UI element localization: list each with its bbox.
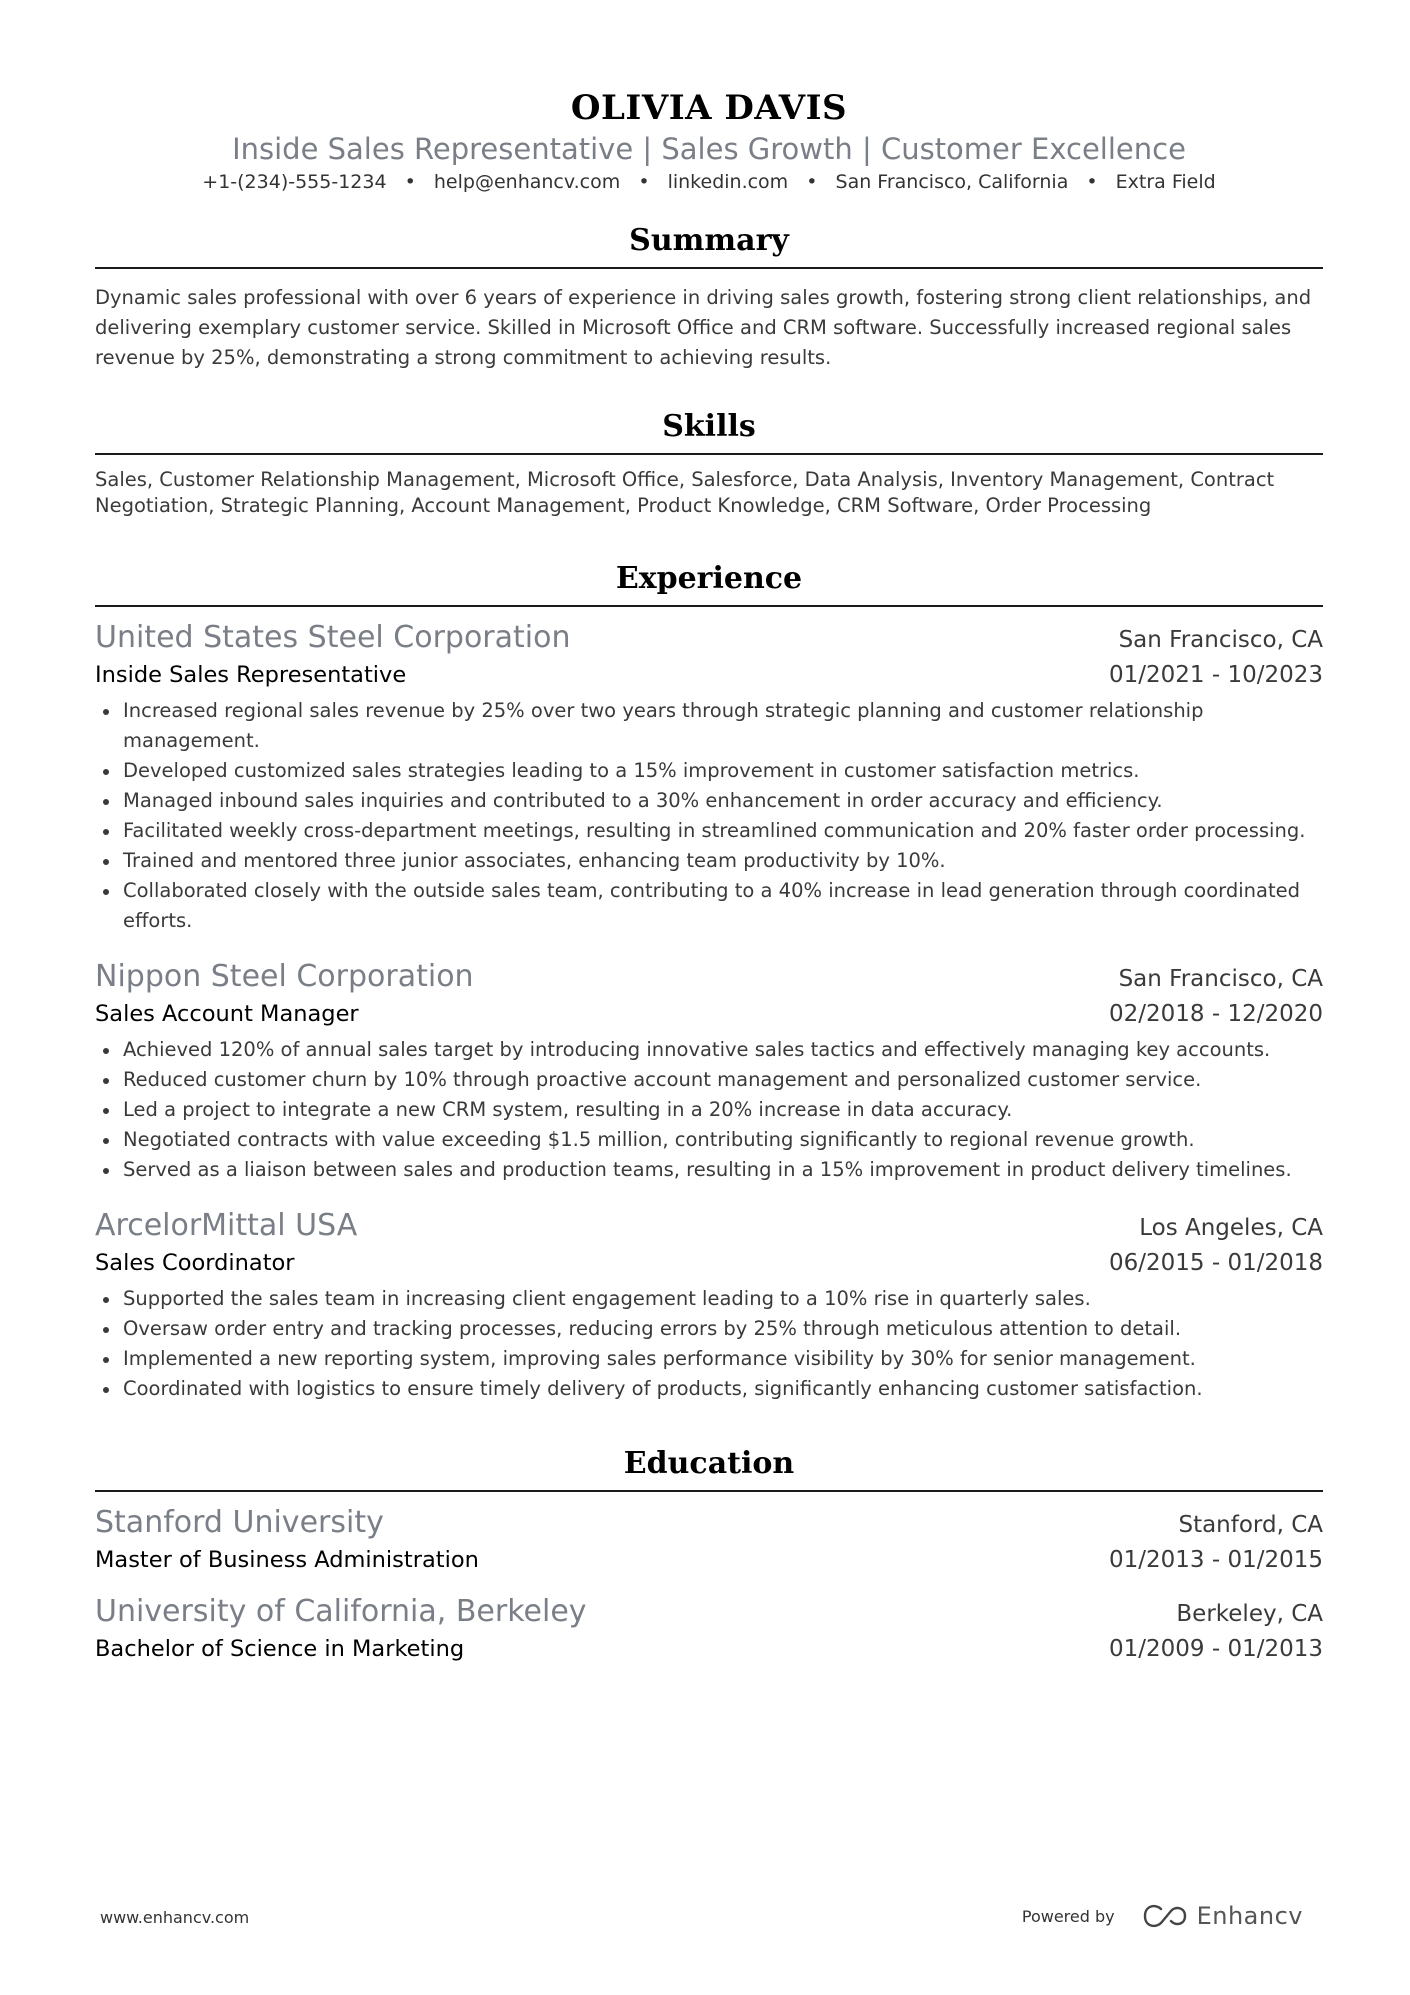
achievement-item: Supported the sales team in increasing client engagement leading to a 10% rise in quarterly sales. xyxy=(95,1284,1323,1314)
education-title: Education xyxy=(95,1444,1323,1492)
achievement-list xyxy=(95,696,1323,936)
experience-entry xyxy=(95,958,1323,1185)
achievement-item: Oversaw order entry and tracking processes, reducing errors by 25% through meticulous attention to detail. xyxy=(95,1314,1323,1344)
degree-name: Bachelor of Science in Marketing xyxy=(95,1636,465,1662)
experience-title: Experience xyxy=(95,559,1323,607)
education-entry xyxy=(95,1504,1323,1577)
achievement-item: Increased regional sales revenue by 25% over two years through strategic planning and customer relationship management. xyxy=(95,696,1323,756)
company-name: United States Steel Corporation xyxy=(95,620,571,655)
education-dates: 01/2009 - 01/2013 xyxy=(1108,1636,1323,1662)
achievement-item: Developed customized sales strategies leading to a 15% improvement in customer satisfaction metrics. xyxy=(95,756,1323,786)
job-dates: 02/2018 - 12/2020 xyxy=(1108,1001,1323,1027)
job-dates: 06/2015 - 01/2018 xyxy=(1108,1250,1323,1276)
candidate-name: OLIVIA DAVIS xyxy=(570,88,848,128)
achievement-item: Collaborated closely with the outside sales team, contributing to a 40% increase in lead generation through coordinated efforts. xyxy=(95,876,1323,936)
achievement-item: Negotiated contracts with value exceeding $1.5 million, contributing significantly to regional revenue growth. xyxy=(95,1125,1323,1155)
achievement-list xyxy=(95,1284,1323,1404)
school-name: University of California, Berkeley xyxy=(95,1594,587,1629)
school-location: Berkeley, CA xyxy=(1176,1601,1323,1627)
bullet-separator: • xyxy=(404,171,416,193)
contact-location: San Francisco, California xyxy=(835,171,1069,193)
resume-page xyxy=(95,88,1323,1666)
skills-text: Sales, Customer Relationship Management, Microsoft Office, Salesforce, Data Analysis, Inventory Management, Contract Negotiation, Strategic Planning, Account Management, Product Knowledge, CRM Software, Order Processing xyxy=(95,468,1275,517)
job-location: Los Angeles, CA xyxy=(1139,1215,1323,1241)
achievement-item: Trained and mentored three junior associates, enhancing team productivity by 10%. xyxy=(95,846,1323,876)
education-dates: 01/2013 - 01/2015 xyxy=(1108,1547,1323,1573)
company-name: ArcelorMittal USA xyxy=(95,1208,358,1243)
school-location: Stanford, CA xyxy=(1178,1512,1323,1538)
achievement-item: Served as a liaison between sales and production teams, resulting in a 15% improvement in product delivery timelines. xyxy=(95,1155,1323,1185)
achievement-item: Reduced customer churn by 10% through proactive account management and personalized customer service. xyxy=(95,1065,1323,1095)
resume-header xyxy=(95,88,1323,196)
contact-line xyxy=(95,168,1323,196)
experience-entry xyxy=(95,619,1323,936)
degree-name: Master of Business Administration xyxy=(95,1547,479,1573)
job-location: San Francisco, CA xyxy=(1118,966,1323,992)
experience-entry xyxy=(95,1207,1323,1404)
enhancv-logo-icon xyxy=(1141,1903,1189,1929)
experience-section xyxy=(95,559,1323,1404)
achievement-item: Achieved 120% of annual sales target by introducing innovative sales tactics and effectively managing key accounts. xyxy=(95,1035,1323,1065)
education-section xyxy=(95,1444,1323,1666)
achievement-item: Implemented a new reporting system, improving sales performance visibility by 30% for senior management. xyxy=(95,1344,1323,1374)
job-title: Inside Sales Representative xyxy=(95,662,407,688)
skills-section xyxy=(95,407,1323,519)
achievement-list xyxy=(95,1035,1323,1185)
bullet-separator: • xyxy=(1086,171,1098,193)
skills-title: Skills xyxy=(95,407,1323,455)
job-title: Sales Coordinator xyxy=(95,1250,295,1276)
job-dates: 01/2021 - 10/2023 xyxy=(1108,662,1323,688)
candidate-headline: Inside Sales Representative | Sales Growth | Customer Excellence xyxy=(232,132,1186,166)
contact-email: help@enhancv.com xyxy=(433,171,621,193)
website-link[interactable]: www.enhancv.com xyxy=(100,1908,250,1927)
powered-by-badge[interactable] xyxy=(1022,1896,1303,1936)
school-name: Stanford University xyxy=(95,1505,384,1540)
achievement-item: Led a project to integrate a new CRM system, resulting in a 20% increase in data accuracy. xyxy=(95,1095,1323,1125)
education-entry xyxy=(95,1593,1323,1666)
summary-text: Dynamic sales professional with over 6 years of experience in driving sales growth, fostering strong client relationships, and delivering exemplary customer service. Skilled in Microsoft Office and CRM software. Successfully increased regional sales revenue by 25%, demonstrating a strong commitment to achieving results. xyxy=(95,286,1312,369)
achievement-item: Coordinated with logistics to ensure timely delivery of products, significantly enhancing customer satisfaction. xyxy=(95,1374,1323,1404)
summary-title: Summary xyxy=(95,221,1323,269)
contact-phone: +1-(234)-555-1234 xyxy=(202,171,387,193)
powered-by-label: Powered by xyxy=(1021,1906,1115,1926)
summary-section xyxy=(95,221,1323,373)
bullet-separator: • xyxy=(638,171,650,193)
achievement-item: Facilitated weekly cross-department meetings, resulting in streamlined communication and 20% faster order processing. xyxy=(95,816,1323,846)
company-name: Nippon Steel Corporation xyxy=(95,959,474,994)
contact-extra-field: Extra Field xyxy=(1115,171,1216,193)
job-title: Sales Account Manager xyxy=(95,1001,359,1027)
achievement-item: Managed inbound sales inquiries and contributed to a 30% enhancement in order accuracy and efficiency. xyxy=(95,786,1323,816)
bullet-separator: • xyxy=(806,171,818,193)
contact-linkedin: linkedin.com xyxy=(667,171,789,193)
brand-name: Enhancv xyxy=(1196,1902,1303,1930)
job-location: San Francisco, CA xyxy=(1118,627,1323,653)
